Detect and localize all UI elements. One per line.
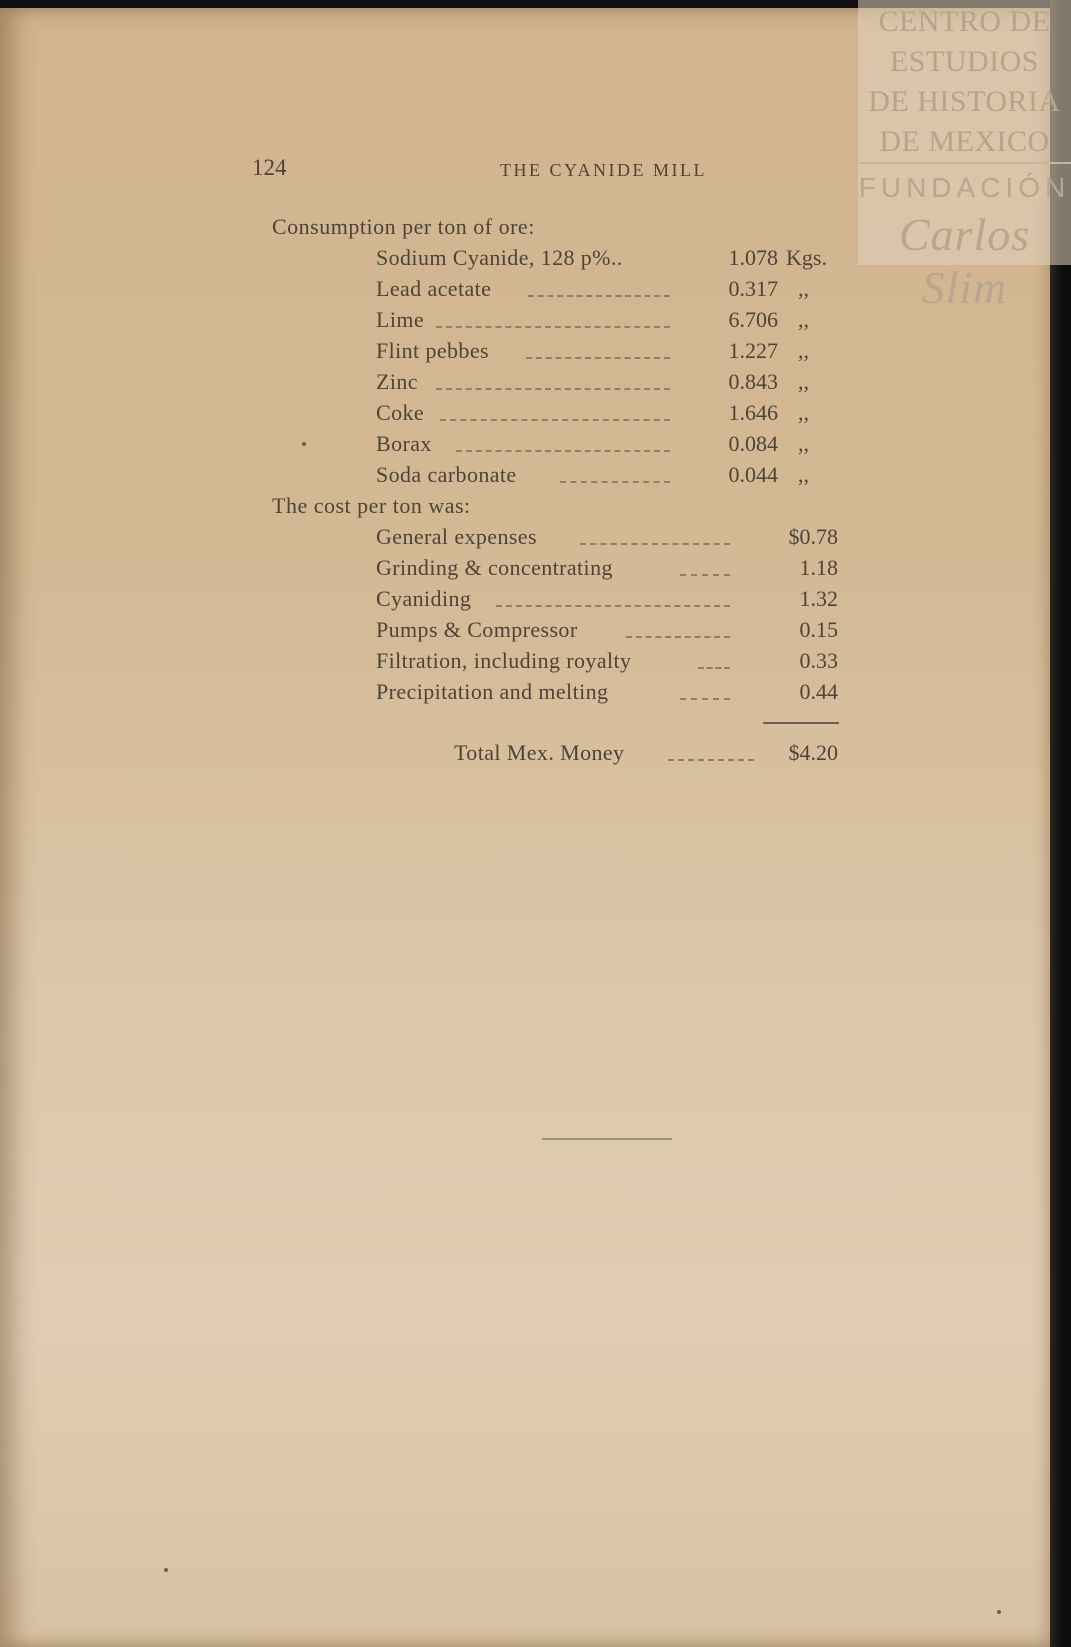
item-label: Sodium Cyanide, 128 p%.. [376, 245, 623, 270]
item-label: Borax [376, 431, 432, 456]
leader-dots [528, 295, 670, 297]
leader-dots [440, 419, 670, 421]
total-value: $4.20 [788, 740, 838, 765]
leader-dots [560, 481, 670, 483]
leader-dots [580, 543, 730, 545]
item-value: 6.706 [728, 307, 778, 332]
item-unit: Kgs. [786, 245, 827, 270]
watermark-line: DE HISTORIA [868, 85, 1061, 118]
item-label: Precipitation and melting [376, 679, 609, 704]
leader-dots [436, 388, 670, 390]
watermark-line: ESTUDIOS [889, 45, 1039, 78]
item-value: 1.227 [728, 338, 778, 363]
item-unit: ,, [798, 307, 809, 332]
leader-dots [680, 574, 730, 576]
item-value: 1.32 [799, 586, 838, 611]
item-unit: ,, [798, 400, 809, 425]
item-unit: ,, [798, 431, 809, 456]
watermark-divider [858, 162, 1071, 164]
archive-watermark [858, 0, 1071, 313]
item-value: 0.044 [728, 462, 778, 487]
paper-speck [997, 1610, 1001, 1614]
item-label: Lime [376, 307, 425, 332]
item-unit: ,, [798, 462, 809, 487]
running-head: THE CYANIDE MILL [500, 160, 707, 180]
item-unit: ,, [798, 338, 809, 363]
item-value: 0.084 [728, 431, 778, 456]
item-value: 1.646 [728, 400, 778, 425]
item-label: Zinc [376, 369, 418, 394]
item-label: Grinding & concentrating [376, 555, 613, 580]
watermark-signature: Carlos Slim [898, 209, 1031, 313]
item-label: Pumps & Compressor [376, 617, 578, 642]
item-value: 1.18 [799, 555, 838, 580]
leader-dots [626, 636, 730, 638]
total-rule [763, 722, 839, 724]
item-unit: ,, [798, 369, 809, 394]
item-label: Cyaniding [376, 586, 472, 611]
total-label: Total Mex. Money [454, 740, 625, 765]
item-label: Coke [376, 400, 425, 425]
leader-dots [436, 326, 670, 328]
paper-speck [164, 1568, 168, 1572]
item-label: Lead acetate [376, 276, 492, 301]
page-number: 124 [252, 155, 287, 180]
consumption-heading: Consumption per ton of ore: [272, 214, 535, 239]
item-value: 0.33 [799, 648, 838, 673]
item-value: 0.15 [799, 617, 838, 642]
cost-heading: The cost per ton was: [272, 493, 471, 518]
item-value: 0.317 [728, 276, 778, 301]
item-unit: ,, [798, 276, 809, 301]
item-label: General expenses [376, 524, 537, 549]
paper-speck [302, 442, 306, 446]
watermark-line: DE MEXICO [879, 125, 1050, 158]
section-end-rule [542, 1138, 672, 1140]
item-label: Flint pebbes [376, 338, 489, 363]
item-value: 0.843 [728, 369, 778, 394]
leader-dots [496, 605, 730, 607]
leader-dots [698, 667, 730, 669]
item-value: 0.44 [799, 679, 838, 704]
item-value: $0.78 [788, 524, 838, 549]
item-value: 1.078 [728, 245, 778, 270]
item-label: Soda carbonate [376, 462, 517, 487]
watermark-foundation: FUNDACIÓN [858, 172, 1071, 203]
item-label: Filtration, including royalty [376, 648, 632, 673]
leader-dots [456, 450, 670, 452]
leader-dots [526, 357, 670, 359]
watermark-line: CENTRO DE [878, 5, 1051, 38]
leader-dots [668, 759, 754, 761]
leader-dots [680, 698, 730, 700]
